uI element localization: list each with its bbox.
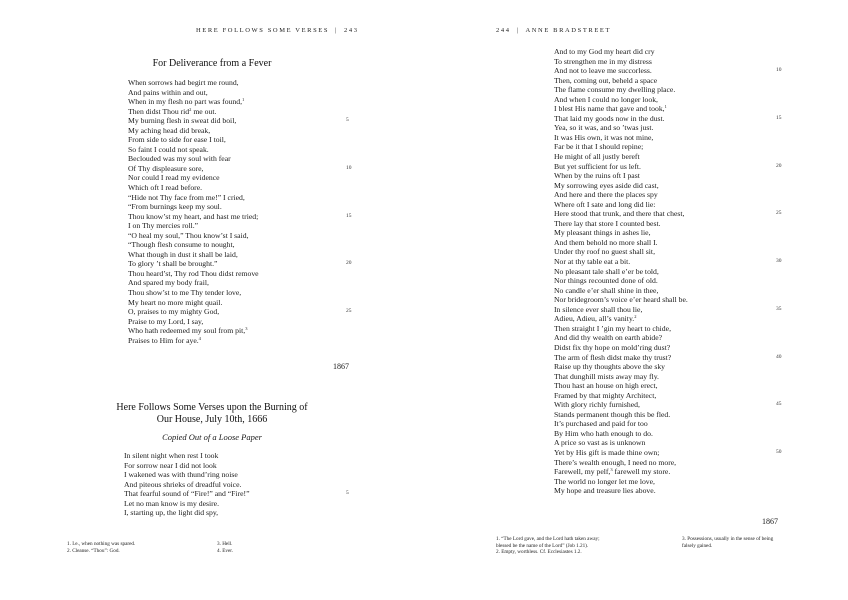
line-number: 10 <box>346 164 352 171</box>
verse-line <box>554 486 688 496</box>
verse-line-text: That laid my goods now in the dust. <box>554 113 665 123</box>
verse-line-text: Then straight I ’gin my heart to chide, <box>554 323 671 333</box>
poem-body <box>554 47 688 496</box>
running-head-right <box>496 27 611 34</box>
verse-line-text: O, praises to my mighty God, <box>128 307 220 317</box>
verse-line-text: Of Thy displeasure sore, <box>128 163 204 173</box>
verse-line-text: “O heal my soul,” Thou know’st I said, <box>128 230 249 240</box>
verse-line <box>128 135 259 145</box>
verse-line-text: Didst fix thy hope on mold’ring dust? <box>554 342 671 352</box>
verse-line <box>124 451 250 461</box>
verse-line <box>124 489 250 499</box>
verse-line <box>124 461 250 471</box>
verse-line-text: The arm of flesh didst make thy trust? <box>554 352 672 362</box>
verse-line <box>554 267 688 277</box>
running-head-left <box>196 27 359 34</box>
verse-line-text: I on Thy mercies roll.” <box>128 221 199 231</box>
verse-line <box>128 212 259 222</box>
verse-line <box>554 381 688 391</box>
verse-line <box>554 362 688 372</box>
footnote-column <box>496 536 600 556</box>
verse-line <box>128 288 259 298</box>
verse-line <box>554 228 688 238</box>
verse-line <box>554 181 688 191</box>
line-number: 30 <box>776 258 782 265</box>
verse-line-text: He might of all justly bereft <box>554 152 640 162</box>
verse-line <box>554 66 688 76</box>
verse-line <box>128 269 259 279</box>
verse-line <box>554 85 688 95</box>
footnote-reference: 2 <box>189 106 192 112</box>
verse-line-text: Where oft I sate and long did lie: <box>554 199 656 209</box>
verse-line-text: Nor bridegroom’s voice e’er heard shall be. <box>554 295 688 305</box>
verse-line-text: I blest His name that gave and took, <box>554 104 665 114</box>
verse-line-text: Thou heard’st, Thy rod Thou didst remove <box>128 268 259 278</box>
verse-line-text: Far be it that I should repine; <box>554 142 644 152</box>
verse-line-text: And did thy wealth on earth abide? <box>554 333 663 343</box>
verse-line <box>554 429 688 439</box>
poem-body <box>124 451 250 518</box>
verse-line <box>128 107 259 117</box>
verse-line <box>124 499 250 509</box>
verse-line <box>124 480 250 490</box>
verse-line-continuation: me out. <box>191 106 217 116</box>
verse-line-text: Farewell, my pelf, <box>554 467 611 477</box>
verse-line <box>554 353 688 363</box>
verse-line <box>554 152 688 162</box>
line-number: 35 <box>776 305 782 312</box>
verse-line-text: With glory richly furnished, <box>554 400 640 410</box>
verse-line <box>128 154 259 164</box>
verse-line-text: Stands permanent though this be fled. <box>554 409 671 419</box>
line-number: 20 <box>776 162 782 169</box>
verse-line <box>554 219 688 229</box>
verse-line-text: Let no man know is my desire. <box>124 498 220 508</box>
footnote-line: 3. Hell. <box>217 541 233 547</box>
verse-line <box>554 324 688 334</box>
verse-line-text: Thou show’st to me Thy tender love, <box>128 288 242 298</box>
verse-line <box>124 470 250 480</box>
line-number: 10 <box>776 67 782 74</box>
verse-line <box>554 477 688 487</box>
verse-line-text: By Him who hath enough to do. <box>554 428 653 438</box>
verse-line-text: To glory ’t shall be brought.” <box>128 259 218 269</box>
footnote-reference: 3 <box>245 326 248 332</box>
verse-line-text: Under thy roof no guest shall sit, <box>554 247 655 257</box>
verse-line <box>554 333 688 343</box>
running-head-separator: | <box>335 27 338 34</box>
poem-body <box>128 78 259 345</box>
page-number: 244 <box>496 27 511 34</box>
verse-line <box>554 76 688 86</box>
verse-line-text: When sorrows had begirt me round, <box>128 78 239 87</box>
verse-line-text: What though in dust it shall be laid, <box>128 249 238 259</box>
verse-line-text: Nor things recounted done of old. <box>554 276 658 286</box>
verse-line-text: That fearful sound of “Fire!” and “Fire!” <box>124 489 250 499</box>
verse-line <box>554 200 688 210</box>
verse-line <box>554 190 688 200</box>
running-head-text: HERE FOLLOWS SOME VERSES <box>196 27 330 34</box>
verse-line-text: My burning flesh in sweat did boil, <box>128 116 237 126</box>
verse-line-text: I wakened was with thund’ring noise <box>124 470 238 480</box>
verse-line-text: Framed by that mighty Architect, <box>554 390 657 400</box>
verse-line-text: Thou know’st my heart, and hast me tried; <box>128 211 259 221</box>
verse-line <box>554 391 688 401</box>
verse-line-text: The world no longer let me love, <box>554 476 655 486</box>
verse-line <box>128 259 259 269</box>
verse-line <box>128 116 259 126</box>
footnote-line: 4. Ever. <box>217 547 233 554</box>
verse-line <box>128 78 259 88</box>
verse-line-text: My aching head did break, <box>128 125 211 135</box>
verse-line <box>554 104 688 114</box>
verse-line-text: There’s wealth enough, I need no more, <box>554 457 677 467</box>
verse-line <box>554 162 688 172</box>
verse-line <box>554 458 688 468</box>
verse-line <box>554 372 688 382</box>
verse-line-text: Here stood that trunk, and there that chest, <box>554 209 685 219</box>
verse-line <box>128 221 259 231</box>
verse-line <box>554 247 688 257</box>
verse-line <box>554 295 688 305</box>
verse-line <box>554 314 688 324</box>
poem-title-line-1: Here Follows Some Verses upon the Burning of <box>116 402 308 413</box>
footnote-line: 2. Empty, worthless. Cf. Ecclesiastes 1.2. <box>496 549 582 556</box>
verse-line <box>554 171 688 181</box>
verse-line-text: My hope and treasure lies above. <box>554 486 656 496</box>
verse-line-text: For sorrow near I did not look <box>124 460 217 470</box>
verse-line <box>554 448 688 458</box>
footnote-column <box>217 541 233 554</box>
verse-line-text: The flame consume my dwelling place. <box>554 85 676 95</box>
verse-line-text: Yea, so it was, and so ’twas just. <box>554 123 654 133</box>
line-number: 15 <box>776 114 782 121</box>
verse-line-text: Nor at thy table eat a bit. <box>554 257 631 267</box>
verse-line <box>554 400 688 410</box>
verse-line <box>554 123 688 133</box>
verse-line <box>554 133 688 143</box>
footnote-reference: 3 <box>610 467 613 473</box>
verse-line <box>554 305 688 315</box>
page-number: 243 <box>344 27 359 34</box>
footnote-line: 2. Cleanse. “Thou”: God. <box>67 547 120 554</box>
verse-line <box>554 343 688 353</box>
verse-line-text: But yet sufficient for us left. <box>554 161 641 171</box>
verse-line-text: And not to leave me succorless. <box>554 66 652 76</box>
line-number: 20 <box>346 260 352 267</box>
verse-line-text: And them behold no more shall I. <box>554 237 658 247</box>
verse-line-text: From side to side for ease I toil, <box>128 135 226 145</box>
verse-line-text: When in my flesh no part was found, <box>128 97 243 107</box>
verse-line-text: Beclouded was my soul with fear <box>128 154 231 164</box>
verse-line-text: So faint I could not speak. <box>128 144 209 154</box>
verse-line-text: Who hath redeemed my soul from pit, <box>128 326 246 336</box>
verse-line <box>128 202 259 212</box>
verse-line-text: Praise to my Lord, I say, <box>128 316 204 326</box>
verse-line <box>554 419 688 429</box>
verse-line-text: When by the ruins oft I past <box>554 171 640 181</box>
running-head-text: ANNE BRADSTREET <box>525 27 612 34</box>
verse-line <box>128 173 259 183</box>
verse-line-text: No candle e’er shall shine in thee, <box>554 285 659 295</box>
footnote-line: falsely gained. <box>682 542 713 549</box>
verse-line <box>554 114 688 124</box>
line-number: 45 <box>776 401 782 408</box>
verse-line <box>128 126 259 136</box>
footnote-column <box>67 541 135 554</box>
verse-line-text: Thou hast an house on high erect, <box>554 381 658 391</box>
verse-line <box>128 145 259 155</box>
verse-line-text: In silence ever shall thou lie, <box>554 304 643 314</box>
verse-line-text: And to my God my heart did cry <box>554 47 655 56</box>
verse-line <box>128 336 259 346</box>
verse-line-text: There lay that store I counted best. <box>554 218 661 228</box>
verse-line <box>554 467 688 477</box>
verse-line <box>128 298 259 308</box>
verse-line-text: “From burnings keep my soul. <box>128 202 222 212</box>
verse-line <box>128 164 259 174</box>
running-head-separator: | <box>516 27 520 34</box>
verse-line-text: Raise up thy thoughts above the sky <box>554 362 666 372</box>
verse-line-text: My sorrowing eyes aside did cast, <box>554 180 659 190</box>
verse-line-text: A price so vast as is unknown <box>554 438 646 448</box>
right-page <box>424 0 848 600</box>
verse-line-text: And spared my body frail, <box>128 278 209 288</box>
line-number: 50 <box>776 449 782 456</box>
verse-line <box>128 183 259 193</box>
verse-line <box>128 193 259 203</box>
verse-line-text: And here and there the places spy <box>554 190 658 200</box>
verse-line-text: Which oft I read before. <box>128 183 203 193</box>
verse-line-text: To strengthen me in my distress <box>554 56 652 66</box>
verse-line-text: Nor could I read my evidence <box>128 173 220 183</box>
verse-line <box>554 57 688 67</box>
verse-line <box>128 326 259 336</box>
line-number: 5 <box>346 490 349 497</box>
verse-line <box>554 142 688 152</box>
verse-line <box>554 47 688 57</box>
verse-line-text: That dunghill mists away may fly. <box>554 371 659 381</box>
verse-line-text: In silent night when rest I took <box>124 451 219 460</box>
line-number: 15 <box>346 212 352 219</box>
verse-line-text: “Though flesh consume to nought, <box>128 240 235 250</box>
verse-line <box>128 250 259 260</box>
footnote-line: blessed be the name of the Lord” (Job 1.21). <box>496 542 589 549</box>
verse-line <box>554 286 688 296</box>
verse-line-continuation: farewell my store. <box>612 467 671 477</box>
footnote-reference: 1 <box>664 104 667 110</box>
verse-line-text: And pains within and out, <box>128 87 208 97</box>
line-number: 25 <box>776 210 782 217</box>
footnote-column <box>682 536 773 549</box>
line-number: 5 <box>346 117 349 124</box>
verse-line-text: It’s purchased and paid for too <box>554 419 648 429</box>
verse-line-text: It was His own, it was not mine, <box>554 132 654 142</box>
verse-line <box>554 410 688 420</box>
verse-line <box>128 97 259 107</box>
footnote-line: 1. I.e., when nothing was spared. <box>67 541 136 547</box>
verse-line <box>128 231 259 241</box>
verse-line <box>554 209 688 219</box>
verse-line-text: And when I could no longer look, <box>554 94 658 104</box>
verse-line-text: My heart no more might quail. <box>128 297 223 307</box>
footnote-line: 1. “The Lord gave, and the Lord hath taken away; <box>496 536 600 542</box>
verse-line <box>128 88 259 98</box>
verse-line <box>128 307 259 317</box>
poem-title: For Deliverance from a Fever <box>152 58 272 69</box>
composition-year: 1867 <box>333 362 349 371</box>
footnote-reference: 4 <box>198 335 201 341</box>
poem-subtitle: Copied Out of a Loose Paper <box>162 432 262 442</box>
line-number: 25 <box>346 308 352 315</box>
verse-line-text: Adieu, Adieu, all’s vanity. <box>554 314 635 324</box>
composition-year: 1867 <box>762 517 778 526</box>
verse-line <box>124 508 250 518</box>
verse-line <box>554 238 688 248</box>
verse-line <box>554 276 688 286</box>
verse-line-text: And piteous shrieks of dreadful voice. <box>124 479 242 489</box>
verse-line <box>554 438 688 448</box>
verse-line-text: No pleasant tale shall e’er be told, <box>554 266 659 276</box>
verse-line-text: I, starting up, the light did spy, <box>124 508 219 518</box>
footnote-reference: 1 <box>242 97 245 103</box>
line-number: 40 <box>776 353 782 360</box>
verse-line <box>128 278 259 288</box>
verse-line <box>128 317 259 327</box>
verse-line-text: My pleasant things in ashes lie, <box>554 228 651 238</box>
verse-line-text: Yet by His gift is made thine own; <box>554 447 660 457</box>
footnote-reference: 2 <box>634 314 637 320</box>
verse-line <box>554 257 688 267</box>
verse-line <box>128 240 259 250</box>
verse-line-text: Then, coming out, beheld a space <box>554 75 658 85</box>
verse-line-text: Then didst Thou rid <box>128 106 190 116</box>
verse-line <box>554 95 688 105</box>
poem-title-line-2: Our House, July 10th, 1666 <box>156 414 268 425</box>
footnote-line: 3. Possessions, usually in the sense of being <box>682 536 774 542</box>
verse-line-text: “Hide not Thy face from me!” I cried, <box>128 192 245 202</box>
verse-line-text: Praises to Him for aye. <box>128 335 199 345</box>
